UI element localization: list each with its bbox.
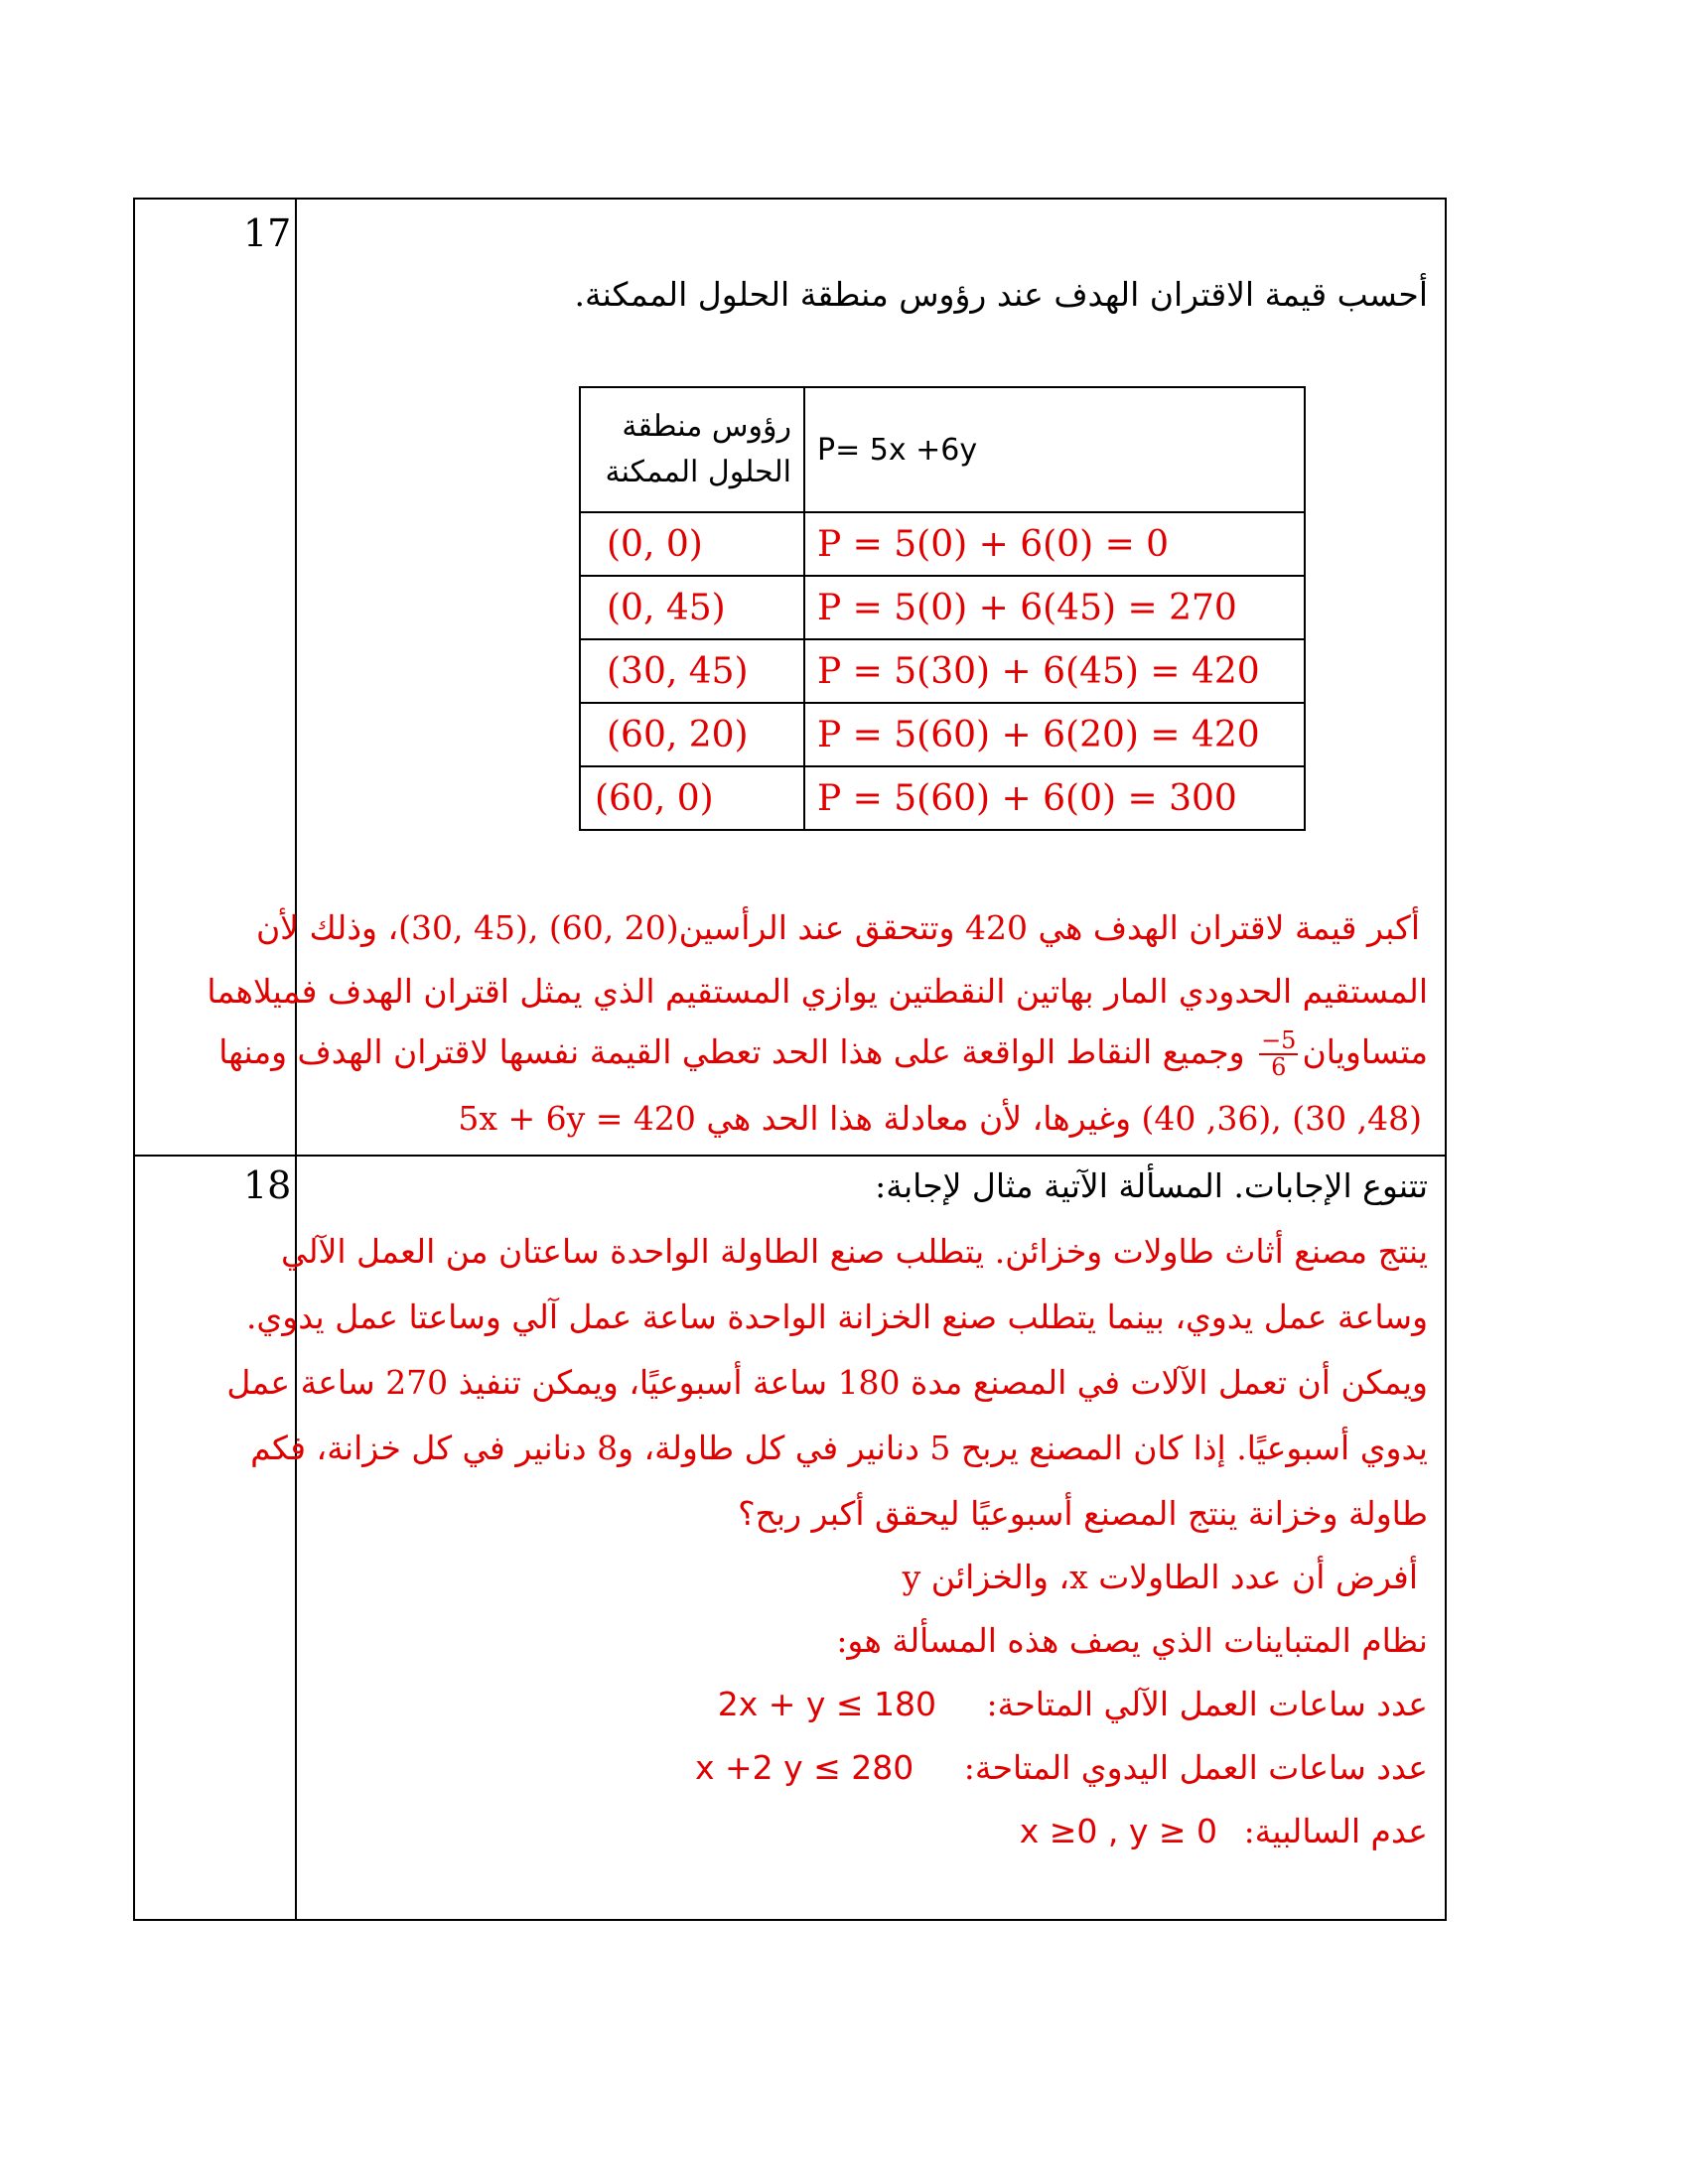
value-cell: P = 5(0) + 6(0) = 0	[804, 512, 1305, 576]
conclusion-line-2: المستقيم الحدودي المار بهاتين النقطتين يوازي المستقيم الذي يمثل اقتران الهدف فميلاهما	[207, 972, 1428, 1011]
vertices-header-line2: الحلول الممكنة	[605, 455, 791, 489]
vertex-cell: (60, 20)	[580, 703, 804, 766]
vertex-cell: (30, 45)	[580, 639, 804, 703]
slope-fraction	[1259, 1028, 1298, 1080]
vertex-cell: (0, 0)	[580, 512, 804, 576]
vertex-cell: (0, 45)	[580, 576, 804, 639]
constraint-expr: x ≥0 , y ≥ 0	[1019, 1812, 1218, 1850]
table-top-border	[133, 198, 1446, 200]
constraint-label: عدم السالبية:	[1243, 1812, 1428, 1850]
table-left-border	[133, 198, 135, 1921]
slope-denominator: 6	[1271, 1053, 1287, 1082]
vertex-cell: (60, 0)	[580, 766, 804, 830]
conclusion-line-1: أكبر قيمة لاقتران الهدف هي 420 وتتحقق عند الرأسين(20 ,60) ,(45 ,30)، وذلك لأن	[255, 908, 1420, 947]
vertices-table	[579, 386, 1306, 831]
problem-line-4: يدوي أسبوعيًا. إذا كان المصنع يربح 5 دنانير في كل طاولة، و8 دنانير في كل خزانة، فكم	[250, 1429, 1428, 1467]
value-cell: P = 5(60) + 6(20) = 420	[804, 703, 1305, 766]
constraint-machine	[717, 1685, 1428, 1723]
constraint-label: عدد ساعات العمل اليدوي المتاحة:	[963, 1748, 1428, 1787]
table-row	[580, 766, 1305, 830]
value-cell: P = 5(60) + 6(0) = 300	[804, 766, 1305, 830]
answer-intro: تتنوع الإجابات. المسألة الآتية مثال لإجابة:	[875, 1166, 1428, 1205]
conclusion-line-3-start: متساويان	[1302, 1032, 1428, 1072]
table-row	[580, 576, 1305, 639]
table-row	[580, 512, 1305, 576]
question-number: 18	[243, 1163, 292, 1207]
conclusion-line-3	[218, 1028, 1428, 1080]
question-number: 17	[243, 211, 292, 255]
assumption-text: أفرض أن عدد الطاولات x، والخزائن y	[902, 1558, 1418, 1596]
constraint-expr: x +2 y ≤ 280	[694, 1748, 914, 1787]
slope-numerator: −5	[1261, 1026, 1297, 1054]
conclusion-line-4: (48, 30) ,(36, 40) وغيرها، لأن معادلة هذا الحد هي 5x + 6y = 420	[458, 1099, 1422, 1138]
constraint-label: عدد ساعات العمل الآلي المتاحة:	[986, 1685, 1428, 1723]
objective-header: P= 5x +6y	[804, 387, 1305, 512]
value-cell: P = 5(30) + 6(45) = 420	[804, 639, 1305, 703]
constraint-nonnegativity	[1019, 1812, 1428, 1850]
row-divider	[133, 1155, 1446, 1157]
problem-line-5: طاولة وخزانة ينتج المصنع أسبوعيًا ليحقق أكبر ربح؟	[738, 1494, 1428, 1533]
constraint-manual	[694, 1748, 1428, 1787]
table-row	[580, 639, 1305, 703]
problem-line-2: وساعة عمل يدوي، بينما يتطلب صنع الخزانة الواحدة ساعة عمل آلي وساعتا عمل يدوي.	[245, 1297, 1428, 1336]
system-intro: نظام المتباينات الذي يصف هذه المسألة هو:	[836, 1621, 1428, 1660]
conclusion-line-3-end: وجميع النقاط الواقعة على هذا الحد تعطي القيمة نفسها لاقتران الهدف ومنها	[218, 1032, 1245, 1072]
table-row	[580, 703, 1305, 766]
vertices-header	[580, 387, 804, 512]
vertices-header-line1: رؤوس منطقة	[622, 408, 791, 444]
problem-line-3: ويمكن أن تعمل الآلات في المصنع مدة 180 ساعة أسبوعيًا، ويمكن تنفيذ 270 ساعة عمل	[226, 1363, 1428, 1402]
value-cell: P = 5(0) + 6(45) = 270	[804, 576, 1305, 639]
table-right-border	[1445, 198, 1447, 1921]
instruction-text: أحسب قيمة الاقتران الهدف عند رؤوس منطقة الحلول الممكنة.	[574, 275, 1428, 314]
constraint-expr: 2x + y ≤ 180	[717, 1685, 937, 1723]
problem-line-1: ينتج مصنع أثاث طاولات وخزائن. يتطلب صنع الطاولة الواحدة ساعتان من العمل الآلي	[281, 1232, 1428, 1271]
table-bottom-border	[133, 1919, 1446, 1921]
